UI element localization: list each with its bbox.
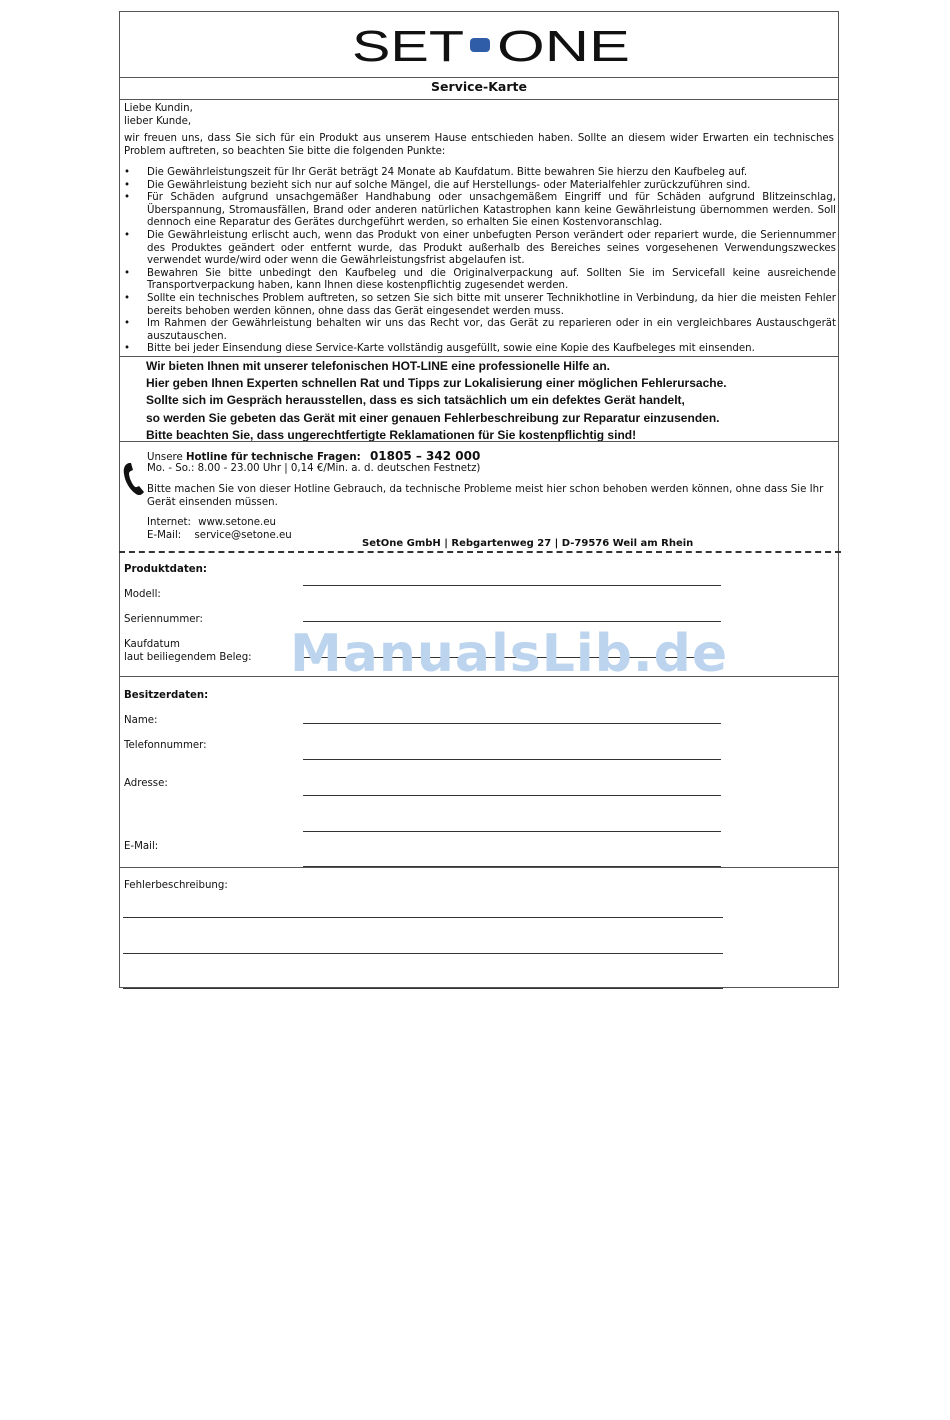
- logo-left-text: SET: [352, 26, 464, 66]
- email-field-label: E-Mail:: [124, 841, 159, 852]
- watermark: ManualsLib.de: [290, 624, 729, 684]
- list-item: • Bitte bei jeder Einsendung diese Service-Karte vollständig ausgefüllt, sowie eine Kopie des Kaufbeleges mit einsenden.: [124, 343, 836, 356]
- hotline-notice-line: so werden Sie gebeten das Gerät mit einer genauen Fehlerbeschreibung zur Reparatur einzusenden.: [146, 410, 720, 425]
- divider: [120, 867, 838, 868]
- fault-description-label: Fehlerbeschreibung:: [124, 880, 228, 891]
- hotline-usage-note: Bitte machen Sie von dieser Hotline Gebrauch, da technische Probleme meist hier schon behoben werden können, ohne dass Sie Ihr Gerät einsenden müssen.: [147, 484, 824, 508]
- email-link[interactable]: service@setone.eu: [194, 530, 292, 541]
- list-item: • Die Gewährleistungszeit für Ihr Gerät beträgt 24 Monate ab Kaufdatum. Bitte bewahren Sie hierzu den Kaufbeleg auf.: [124, 167, 836, 180]
- list-item: • Sollte ein technisches Problem auftreten, so setzen Sie sich bitte mit unserer Technikhotline in Verbindung, da hier die meisten Fehler bereits behoben werden können, ohne dass das Gerät eingesendet werden muss.: [124, 293, 836, 318]
- hotline-label: Hotline für technische Fragen:: [185, 452, 361, 463]
- list-item: • Die Gewährleistung bezieht sich nur auf solche Mängel, die auf Herstellungs- oder Materialfehler zurückzuführen sind.: [124, 180, 836, 193]
- hotline-notice-line: Wir bieten Ihnen mit unserer telefonischen HOT-LINE eine professionelle Hilfe an.: [146, 359, 610, 373]
- hotline-notice-line: Hier geben Ihnen Experten schnellen Rat und Tipps zur Lokalisierung einer möglichen Fehlerursache.: [146, 376, 727, 391]
- address-field-2[interactable]: [303, 831, 721, 832]
- product-section-heading: Produktdaten:: [124, 564, 207, 575]
- owner-section-heading: Besitzerdaten:: [124, 690, 209, 701]
- intro-text: wir freuen uns, dass Sie sich für ein Produkt aus unserem Hause entschieden haben. Sollte an diesem wider Erwarten ein technisches Problem auftreten, so beachten Sie bitte die folgenden Punkte:: [124, 133, 834, 157]
- divider: [120, 441, 838, 442]
- logo-right-text: ONE: [497, 26, 630, 66]
- greeting-line-2: lieber Kunde,: [124, 116, 192, 127]
- cut-line: [119, 551, 841, 553]
- hotline-hours: Mo. - So.: 8.00 - 23.00 Uhr | 0,14 €/Min. a. d. deutschen Festnetz): [147, 463, 481, 474]
- name-field[interactable]: [303, 723, 721, 724]
- divider: [120, 77, 838, 78]
- hotline-notice-line: Bitte beachten Sie, dass ungerechtfertigte Reklamationen für Sie kostenpflichtig sind!: [146, 427, 637, 442]
- phone-field[interactable]: [303, 759, 721, 760]
- phone-icon: [123, 462, 145, 496]
- hotline-notice-line: Sollte sich im Gespräch herausstellen, dass es sich tatsächlich um ein defektes Gerät handelt,: [146, 393, 685, 408]
- fault-description-field-1[interactable]: [123, 917, 723, 918]
- greeting-line-1: Liebe Kundin,: [124, 103, 193, 114]
- logo-accent-dot: [470, 38, 490, 52]
- product-line: [303, 585, 721, 586]
- name-label: Name:: [124, 715, 158, 726]
- page-title: Service-Karte: [431, 79, 527, 94]
- list-item: • Im Rahmen der Gewährleistung behalten wir uns das Recht vor, das Gerät zu reparieren oder in ein vergleichbares Austauschgerät auszutauschen.: [124, 318, 836, 343]
- divider: [120, 99, 838, 100]
- fault-description-field-3[interactable]: [123, 988, 723, 989]
- purchase-label-1: Kaufdatum: [124, 639, 180, 650]
- hotline-number: 01805 – 342 000: [369, 449, 481, 463]
- internet-label: Internet:: [147, 517, 191, 528]
- company-address: SetOne GmbH | Rebgartenweg 27 | D-79576 Weil am Rhein: [362, 538, 694, 549]
- purchase-label-2: laut beiliegendem Beleg:: [124, 652, 252, 663]
- hotline-notice: [146, 358, 836, 444]
- model-label: Modell:: [124, 589, 161, 600]
- list-item: • Die Gewährleistung erlischt auch, wenn das Produkt von einer unbefugten Person verändert oder repariert wurde, die Seriennummer des Produktes geändert oder entfernt wurde, das Produkt außerhalb des Bereiches seines vorgesehenen Verwendungszweckes verwendet wurde/wird oder wenn die Gewährleistungsfrist abgelaufen ist.: [124, 230, 836, 268]
- fault-description-field-2[interactable]: [123, 953, 723, 954]
- internet-line: [147, 517, 276, 530]
- phone-label: Telefonnummer:: [124, 740, 207, 751]
- list-item: • Bewahren Sie bitte unbedingt den Kaufbeleg und die Originalverpackung auf. Sollten Sie im Servicefall keine ausreichende Transportverpackung haben, kann Ihnen diese kostenpflichtig zugesendet werden.: [124, 268, 836, 293]
- divider: [120, 356, 838, 357]
- service-card: [119, 11, 839, 988]
- address-field-1[interactable]: [303, 795, 721, 796]
- email-label: E-Mail:: [147, 530, 182, 541]
- serial-label: Seriennummer:: [124, 614, 203, 625]
- setone-logo: [352, 26, 632, 66]
- email-line: [147, 530, 292, 543]
- model-field[interactable]: [303, 621, 721, 622]
- warranty-rules-list: [124, 167, 836, 356]
- address-label: Adresse:: [124, 778, 168, 789]
- hotline-prefix: Unsere: [147, 452, 186, 463]
- internet-link[interactable]: www.setone.eu: [198, 517, 276, 528]
- list-item: • Für Schäden aufgrund unsachgemäßer Handhabung oder unsachgemäßem Eingriff und für Schäden aufgrund Blitzeinschlag, Überspannung, Stromausfällen, Brand oder anderen natürlichen Katastrophen kann keine Gewährleistung übernommen werden. Soll dennoch eine Reparatur des Gerätes durchgeführt werden, so erhalten Sie einen Kostenvoranschlag.: [124, 192, 836, 230]
